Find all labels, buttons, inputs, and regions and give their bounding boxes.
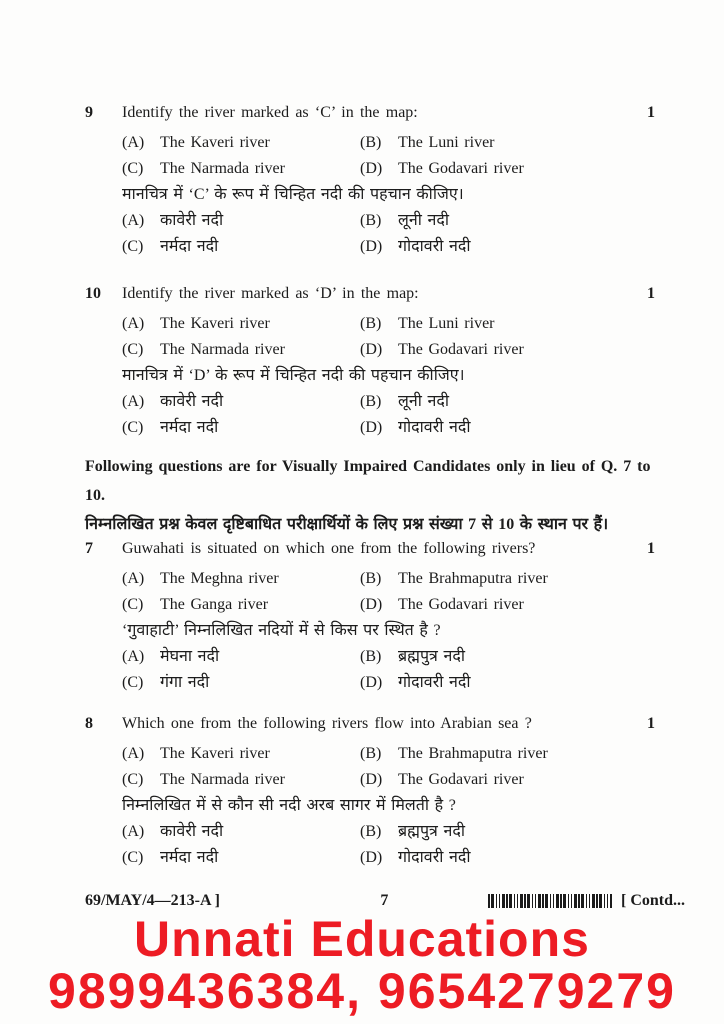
option-label: (D)	[360, 849, 383, 866]
option-text: ब्रह्मपुत्र नदी	[398, 648, 465, 665]
options-row-en	[122, 566, 655, 592]
option-text: गोदावरी नदी	[398, 674, 471, 691]
option-b-en	[360, 741, 655, 767]
option-c-hi	[122, 234, 360, 260]
option-text: The Narmada river	[160, 341, 285, 358]
option-label: (B)	[360, 393, 382, 410]
option-label: (A)	[122, 393, 145, 410]
options-row-en	[122, 337, 655, 363]
option-a-hi	[122, 389, 360, 415]
option-a-hi	[122, 644, 360, 670]
option-c-en	[122, 767, 360, 793]
option-text: The Godavari river	[398, 341, 524, 358]
barcode-icon	[488, 894, 612, 908]
options-row-en	[122, 592, 655, 618]
option-b-en	[360, 130, 655, 156]
option-text: The Brahmaputra river	[398, 745, 548, 762]
options-row-en	[122, 767, 655, 793]
options-row-en	[122, 741, 655, 767]
option-label: (D)	[360, 771, 383, 788]
footer-right-group	[488, 891, 685, 911]
option-text: The Godavari river	[398, 596, 524, 613]
option-d-en	[360, 592, 655, 618]
option-text: गोदावरी नदी	[398, 849, 471, 866]
question-text-hi: मानचित्र में ‘D’ के रूप में चिन्हित नदी की पहचान कीजिए।	[122, 367, 465, 384]
option-text: लूनी नदी	[398, 212, 449, 229]
question-text-hi: निम्नलिखित में से कौन सी नदी अरब सागर में मिलती है ?	[122, 797, 456, 814]
option-b-en	[360, 566, 655, 592]
question-8	[85, 711, 655, 871]
option-text: The Luni river	[398, 315, 495, 332]
option-label: (B)	[360, 212, 382, 229]
option-label: (A)	[122, 570, 145, 587]
question-marks: 1	[647, 540, 655, 557]
option-label: (D)	[360, 674, 383, 691]
option-text: The Narmada river	[160, 160, 285, 177]
option-text: मेघना नदी	[160, 648, 220, 665]
option-d-hi	[360, 670, 655, 696]
option-c-en	[122, 156, 360, 182]
question-head	[85, 536, 655, 562]
option-b-en	[360, 311, 655, 337]
options-row-hi	[122, 389, 655, 415]
question-number: 8	[85, 715, 93, 732]
option-text: The Luni river	[398, 134, 495, 151]
question-marks: 1	[647, 104, 655, 121]
option-b-hi	[360, 208, 655, 234]
option-label: (C)	[122, 238, 144, 255]
option-text: कावेरी नदी	[160, 393, 224, 410]
option-label: (D)	[360, 238, 383, 255]
options-row-en	[122, 130, 655, 156]
option-label: (D)	[360, 596, 383, 613]
option-text: ब्रह्मपुत्र नदी	[398, 823, 465, 840]
option-text: कावेरी नदी	[160, 212, 224, 229]
option-label: (C)	[122, 160, 144, 177]
option-c-hi	[122, 845, 360, 871]
question-number: 9	[85, 104, 93, 121]
option-d-hi	[360, 845, 655, 871]
options-row-hi	[122, 819, 655, 845]
question-text-en: Which one from the following rivers flow into Arabian sea ?	[122, 715, 532, 732]
option-label: (A)	[122, 134, 145, 151]
option-label: (A)	[122, 745, 145, 762]
option-d-hi	[360, 234, 655, 260]
option-d-en	[360, 337, 655, 363]
question-head	[85, 281, 655, 307]
option-a-en	[122, 566, 360, 592]
option-a-en	[122, 311, 360, 337]
page-number: 7	[380, 892, 389, 909]
option-label: (C)	[122, 341, 144, 358]
option-d-hi	[360, 415, 655, 441]
question-text-en: Identify the river marked as ‘D’ in the map:	[122, 285, 419, 302]
option-label: (D)	[360, 341, 383, 358]
options-row-hi	[122, 670, 655, 696]
option-label: (A)	[122, 212, 145, 229]
option-a-en	[122, 130, 360, 156]
option-label: (A)	[122, 315, 145, 332]
question-7	[85, 536, 655, 696]
option-a-hi	[122, 819, 360, 845]
page-footer	[85, 891, 685, 911]
option-c-hi	[122, 670, 360, 696]
option-label: (B)	[360, 570, 382, 587]
option-text: The Godavari river	[398, 160, 524, 177]
option-text: कावेरी नदी	[160, 823, 224, 840]
option-text: गोदावरी नदी	[398, 419, 471, 436]
option-label: (B)	[360, 648, 382, 665]
option-label: (C)	[122, 419, 144, 436]
option-label: (A)	[122, 823, 145, 840]
note-text-hi: निम्नलिखित प्रश्न केवल दृष्टिबाधित परीक्षार्थियों के लिए प्रश्न संख्या 7 से 10 के स्थान पर हैं।	[85, 516, 609, 533]
option-text: नर्मदा नदी	[160, 238, 219, 255]
option-b-hi	[360, 389, 655, 415]
options-row-hi	[122, 644, 655, 670]
option-label: (B)	[360, 823, 382, 840]
option-a-en	[122, 741, 360, 767]
option-label: (D)	[360, 160, 383, 177]
option-text: गोदावरी नदी	[398, 238, 471, 255]
option-text: नर्मदा नदी	[160, 419, 219, 436]
question-head	[85, 100, 655, 126]
option-text: The Meghna river	[160, 570, 279, 587]
coaching-overprint	[0, 913, 724, 1017]
option-text: The Godavari river	[398, 771, 524, 788]
visually-impaired-note	[85, 452, 655, 539]
option-text: The Brahmaputra river	[398, 570, 548, 587]
options-row-hi	[122, 208, 655, 234]
option-label: (D)	[360, 419, 383, 436]
question-text-hi: ‘गुवाहाटी’ निम्नलिखित नदियों में से किस पर स्थित है ?	[122, 622, 441, 639]
option-label: (C)	[122, 596, 144, 613]
overprint-phone-numbers: 9899436384, 9654279279	[48, 963, 676, 1019]
question-text-hi: मानचित्र में ‘C’ के रूप में चिन्हित नदी की पहचान कीजिए।	[122, 186, 464, 203]
option-a-hi	[122, 208, 360, 234]
option-c-en	[122, 592, 360, 618]
option-b-hi	[360, 644, 655, 670]
question-marks: 1	[647, 715, 655, 732]
option-text: The Narmada river	[160, 771, 285, 788]
option-text: The Kaveri river	[160, 745, 270, 762]
question-10	[85, 281, 655, 441]
option-label: (C)	[122, 771, 144, 788]
option-text: लूनी नदी	[398, 393, 449, 410]
option-text: गंगा नदी	[160, 674, 210, 691]
option-label: (C)	[122, 674, 144, 691]
option-text: The Kaveri river	[160, 315, 270, 332]
option-text: नर्मदा नदी	[160, 849, 219, 866]
options-row-en	[122, 156, 655, 182]
note-text-en: Following questions are for Visually Impaired Candidates only in lieu of Q. 7 to 10.	[85, 458, 651, 504]
overprint-name: Unnati Educations	[134, 911, 590, 967]
question-text-en: Guwahati is situated on which one from the following rivers?	[122, 540, 536, 557]
question-head	[85, 711, 655, 737]
options-row-hi	[122, 234, 655, 260]
option-d-en	[360, 156, 655, 182]
options-row-hi	[122, 845, 655, 871]
question-text-en: Identify the river marked as ‘C’ in the map:	[122, 104, 418, 121]
option-text: The Ganga river	[160, 596, 269, 613]
option-label: (A)	[122, 648, 145, 665]
contd-label: [ Contd...	[620, 892, 685, 909]
question-marks: 1	[647, 285, 655, 302]
options-row-hi	[122, 415, 655, 441]
paper-code: 69/MAY/4—213-A ]	[85, 892, 220, 909]
option-label: (B)	[360, 745, 382, 762]
options-row-en	[122, 311, 655, 337]
question-9	[85, 100, 655, 260]
option-c-en	[122, 337, 360, 363]
option-d-en	[360, 767, 655, 793]
question-number: 10	[85, 285, 101, 302]
option-text: The Kaveri river	[160, 134, 270, 151]
option-label: (C)	[122, 849, 144, 866]
option-label: (B)	[360, 134, 382, 151]
option-c-hi	[122, 415, 360, 441]
option-label: (B)	[360, 315, 382, 332]
question-number: 7	[85, 540, 93, 557]
option-b-hi	[360, 819, 655, 845]
